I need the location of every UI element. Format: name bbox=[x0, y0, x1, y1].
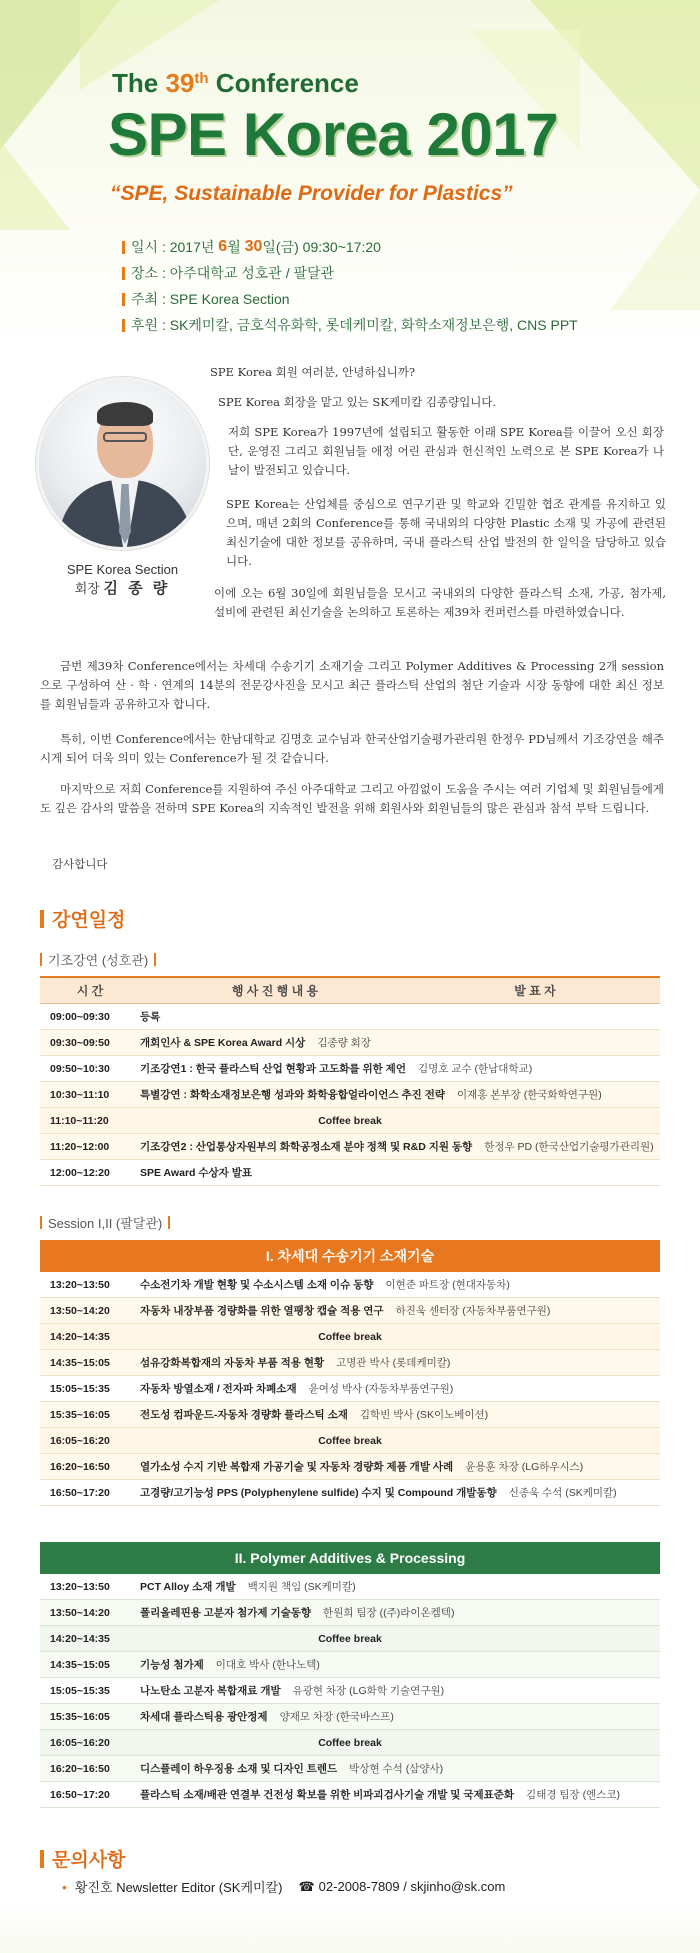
date-month-num: 6 bbox=[218, 238, 228, 255]
main-title: SPE Korea 2017 bbox=[108, 101, 558, 168]
pipe-divider bbox=[40, 1216, 42, 1229]
row-time: 13:50~14:20 bbox=[50, 1304, 110, 1317]
keynote-subtitle bbox=[40, 950, 162, 969]
letter-paragraph: 마지막으로 저희 Conference를 지원하여 주신 아주대학교 그리고 아낌없이 도움을 주시는 여러 기업체 및 회원님들에게도 깊은 감사의 말씀을 전하며 SPE Korea의 지속적인 발전을 위해 회원사와 회원님들의 많은 관심과 참석 부탁 드립니다. bbox=[40, 782, 664, 815]
row-speaker: 하진욱 센터장 (자동차부품연구원) bbox=[395, 1305, 551, 1317]
row-event: 차세대 플라스틱용 광안정제 bbox=[140, 1711, 268, 1723]
pipe-divider bbox=[168, 1216, 170, 1229]
row-time: 16:05~16:20 bbox=[50, 1736, 110, 1749]
contact-person: 황진호 Newsletter Editor (SK케미칼) bbox=[74, 1880, 283, 1895]
row-event: 고경량/고기능성 PPS (Polyphenylene sulfide) 수지 및 Compound 개발동향 bbox=[140, 1487, 497, 1499]
row-time: 09:50~10:30 bbox=[50, 1062, 110, 1075]
row-time: 14:20~14:35 bbox=[50, 1330, 110, 1343]
col-event-header: 행 사 진 행 내 용 bbox=[231, 984, 319, 998]
row-speaker: 박상현 수석 (삼양사) bbox=[349, 1763, 444, 1775]
row-event: 자동차 내장부품 경량화를 위한 열팽창 캡슐 적용 연구 bbox=[140, 1305, 384, 1317]
president-photo bbox=[36, 377, 209, 550]
letter-paragraph: 이에 오는 6월 30일에 회원님들을 모시고 국내외의 다양한 플라스틱 소재, 가공, 첨가제, 설비에 관련된 최신기술을 논의하고 토론하는 제39차 컨퍼런스를 마련하였습니다. bbox=[214, 586, 666, 619]
table-row bbox=[40, 1704, 660, 1730]
info-venue bbox=[122, 260, 578, 286]
slogan: “SPE, Sustainable Provider for Plastics” bbox=[110, 182, 513, 205]
photo-caption bbox=[36, 560, 209, 598]
greeting-letter bbox=[0, 355, 700, 885]
bullet-bar bbox=[122, 267, 125, 280]
row-speaker: 윤용훈 차장 (LG하우시스) bbox=[465, 1461, 584, 1473]
row-event: 플라스틱 소재/배관 연결부 건전성 확보를 위한 비파괴검사기술 개발 및 국제표준화 bbox=[140, 1789, 515, 1801]
table-row bbox=[40, 1652, 660, 1678]
table-row bbox=[40, 1756, 660, 1782]
row-event: 섬유강화복합재의 자동차 부품 적용 현황 bbox=[140, 1357, 325, 1369]
table-row bbox=[40, 1298, 660, 1324]
row-speaker: 양재모 차장 (한국바스프) bbox=[279, 1711, 394, 1723]
row-speaker: 한정우 PD (한국산업기술평가관리원) bbox=[484, 1141, 654, 1153]
table-row bbox=[40, 1056, 660, 1082]
table-row bbox=[40, 1376, 660, 1402]
row-event: 전도성 컴파운드-자동차 경량화 플라스틱 소재 bbox=[140, 1409, 348, 1421]
keynote-rows bbox=[40, 1004, 660, 1186]
letter-paragraph: SPE Korea는 산업체를 중심으로 연구기관 및 학교와 긴밀한 협조 관계를 유지하고 있으며, 매년 2회의 Conference를 통해 국내외의 다양한 Plastic 소재 및 가공에 관련된 최신기술에 대한 정보를 공유하며, 국내 플라스틱 산업 발전의 한 일익을 담당하고 있습니다. bbox=[226, 497, 666, 568]
venue-text: 장소 : 아주대학교 성호관 / 팔달관 bbox=[131, 265, 335, 281]
session1-header: I. 차세대 수송기기 소재기술 bbox=[40, 1240, 660, 1272]
session1-rows bbox=[40, 1272, 660, 1506]
caption-name: 김 종 량 bbox=[103, 580, 171, 597]
table-row bbox=[40, 1160, 660, 1186]
row-time: 16:50~17:20 bbox=[50, 1486, 110, 1499]
keynote-subtitle-text: 기조강연 (성호관) bbox=[48, 953, 149, 968]
conference-word: Conference bbox=[215, 68, 359, 98]
keynote-table bbox=[40, 976, 660, 1186]
row-event: 디스플레이 하우징용 소재 및 디자인 트렌드 bbox=[140, 1763, 338, 1775]
row-time: 13:20~13:50 bbox=[50, 1278, 110, 1291]
event-info bbox=[122, 234, 578, 338]
letter-paragraph: 금번 제39차 Conference에서는 차세대 수송기기 소재기술 그리고 Polymer Additives & Processing 2개 session으로 구성하여 산 · 학 · 연계의 14분의 전문강사진을 모시고 최근 플라스틱 산업의 첨단 기술과 시장 동향에 대한 최신 정보를 회원님들과 공유하고자 합니다. bbox=[40, 659, 664, 711]
row-event: 나노탄소 고분자 복합재료 개발 bbox=[140, 1685, 281, 1697]
table-row bbox=[40, 1600, 660, 1626]
session-subtitle bbox=[40, 1213, 176, 1232]
contact-title bbox=[40, 1845, 125, 1872]
col-speaker-header: 발 표 자 bbox=[514, 984, 556, 998]
table-row bbox=[40, 1108, 660, 1134]
row-time: 14:35~15:05 bbox=[50, 1658, 110, 1671]
table-row bbox=[40, 1678, 660, 1704]
row-time: 16:05~16:20 bbox=[50, 1434, 110, 1447]
coffee-break: Coffee break bbox=[318, 1632, 382, 1645]
table-row bbox=[40, 1402, 660, 1428]
decor-triangle bbox=[0, 140, 70, 230]
table-header bbox=[40, 976, 660, 1004]
info-sponsor bbox=[122, 312, 578, 338]
row-time: 15:05~15:35 bbox=[50, 1382, 110, 1395]
contact-title-text: 문의사항 bbox=[52, 1850, 126, 1871]
date-month-unit: 월 bbox=[227, 239, 241, 255]
row-time: 13:20~13:50 bbox=[50, 1580, 110, 1593]
coffee-break: Coffee break bbox=[318, 1114, 382, 1127]
table-row bbox=[40, 1004, 660, 1030]
session1-table bbox=[40, 1240, 660, 1506]
row-time: 12:00~12:20 bbox=[50, 1166, 110, 1179]
table-row bbox=[40, 1428, 660, 1454]
row-event: SPE Award 수상자 발표 bbox=[140, 1167, 252, 1179]
table-row bbox=[40, 1480, 660, 1506]
host-text: 주최 : SPE Korea Section bbox=[131, 291, 290, 307]
row-speaker: 김학빈 박사 (SK이노베이션) bbox=[359, 1409, 489, 1421]
row-event: 기능성 첨가제 bbox=[140, 1659, 204, 1671]
row-time: 13:50~14:20 bbox=[50, 1606, 110, 1619]
row-time: 11:10~11:20 bbox=[50, 1114, 109, 1127]
letter-paragraph: 저희 SPE Korea가 1997년에 설립되고 활동한 이래 SPE Korea를 이끌어 오신 회장단, 운영진 그리고 회원님들 애정 어린 관심과 헌신적인 노력으로 본 SPE Korea가 나날이 발전되고 있습니다. bbox=[228, 425, 664, 477]
contact-line bbox=[62, 1877, 505, 1896]
letter-paragraph: 특히, 이번 Conference에서는 한남대학교 김명호 교수님과 한국산업기술평가관리원 한정우 PD님께서 기조강연을 해주시게 되어 더욱 의미 있는 Conference가 될 것 같습니다. bbox=[40, 732, 664, 765]
row-time: 16:50~17:20 bbox=[50, 1788, 110, 1801]
schedule-title bbox=[40, 905, 125, 932]
row-speaker: 윤여성 박사 (자동차부품연구원) bbox=[308, 1383, 454, 1395]
col-time-header: 시 간 bbox=[76, 984, 104, 998]
table-row bbox=[40, 1782, 660, 1808]
ordinal-suffix: th bbox=[194, 70, 209, 87]
info-host bbox=[122, 286, 578, 312]
caption-org: SPE Korea Section bbox=[66, 562, 179, 577]
row-event: 특별강연 : 화학소재정보은행 성과와 화학융합얼라이언스 추진 전략 bbox=[140, 1089, 446, 1101]
sponsor-text: 후원 : SK케미칼, 금호석유화학, 롯데케미칼, 화학소재정보은행, CNS PPT bbox=[131, 317, 578, 333]
contact-phone-email[interactable]: 02-2008-7809 / skjinho@sk.com bbox=[318, 1879, 506, 1894]
title-bar bbox=[40, 1850, 44, 1868]
decor-triangle bbox=[610, 190, 700, 310]
photo-glasses bbox=[103, 432, 147, 442]
row-speaker: 유광현 차장 (LG화학 기술연구원) bbox=[292, 1685, 445, 1697]
title-bar bbox=[40, 910, 44, 928]
row-event: 개회인사 & SPE Korea Award 시상 bbox=[140, 1037, 306, 1049]
header bbox=[0, 0, 700, 355]
row-speaker: 신종욱 수석 (SK케미칼) bbox=[508, 1487, 617, 1499]
row-time: 09:00~09:30 bbox=[50, 1010, 110, 1023]
session2-header: II. Polymer Additives & Processing bbox=[40, 1542, 660, 1574]
letter-paragraph: SPE Korea 회원 여러분, 안녕하십니까? bbox=[210, 365, 416, 379]
coffee-break: Coffee break bbox=[318, 1330, 382, 1343]
row-event: PCT Alloy 소재 개발 bbox=[140, 1581, 236, 1593]
session2-rows bbox=[40, 1574, 660, 1808]
date-year: 2017년 bbox=[169, 239, 215, 255]
conference-ordinal bbox=[112, 68, 359, 99]
date-label: 일시 : bbox=[131, 239, 166, 255]
bullet-bar bbox=[122, 293, 125, 306]
row-time: 11:20~12:00 bbox=[50, 1140, 110, 1153]
row-time: 14:20~14:35 bbox=[50, 1632, 110, 1645]
row-time: 15:05~15:35 bbox=[50, 1684, 110, 1697]
row-time: 10:30~11:10 bbox=[50, 1088, 110, 1101]
table-row bbox=[40, 1730, 660, 1756]
row-time: 16:20~16:50 bbox=[50, 1762, 110, 1775]
row-time: 14:35~15:05 bbox=[50, 1356, 110, 1369]
table-row bbox=[40, 1626, 660, 1652]
row-time: 09:30~09:50 bbox=[50, 1036, 110, 1049]
row-speaker: 이대호 박사 (한나노텍) bbox=[215, 1659, 320, 1671]
date-day-num: 30 bbox=[244, 238, 263, 255]
bullet-dot: • bbox=[62, 1878, 67, 1895]
row-time: 15:35~16:05 bbox=[50, 1710, 110, 1723]
info-date bbox=[122, 234, 578, 260]
row-speaker: 이재홍 본부장 (한국화학연구원) bbox=[457, 1089, 602, 1101]
date-rest: 일(금) 09:30~17:20 bbox=[262, 239, 381, 255]
letter-closing: 감사합니다 bbox=[52, 857, 108, 871]
table-row bbox=[40, 1574, 660, 1600]
pipe-divider bbox=[40, 953, 42, 966]
table-row bbox=[40, 1272, 660, 1298]
row-speaker: 고명관 박사 (롯데케미칼) bbox=[336, 1357, 451, 1369]
ordinal-number: 39 bbox=[165, 68, 195, 98]
row-event: 기조강연2 : 산업통상자원부의 화학공정소재 분야 정책 및 R&D 지원 동향 bbox=[140, 1141, 473, 1153]
row-speaker: 김명호 교수 (한남대학교) bbox=[417, 1063, 533, 1075]
row-time: 16:20~16:50 bbox=[50, 1460, 110, 1473]
row-time: 15:35~16:05 bbox=[50, 1408, 110, 1421]
coffee-break: Coffee break bbox=[318, 1736, 382, 1749]
letter-paragraph: SPE Korea 회장을 맡고 있는 SK케미칼 김종량입니다. bbox=[218, 395, 497, 409]
row-speaker: 백지원 책임 (SK케미칼) bbox=[247, 1581, 356, 1593]
photo-hair bbox=[97, 402, 153, 426]
table-row bbox=[40, 1324, 660, 1350]
row-event: 폴리올레핀용 고분자 첨가제 기술동향 bbox=[140, 1607, 312, 1619]
table-row bbox=[40, 1350, 660, 1376]
pre-title: The bbox=[112, 68, 159, 98]
row-event: 등록 bbox=[140, 1011, 161, 1023]
row-speaker: 김종량 회장 bbox=[317, 1037, 371, 1049]
pipe-divider bbox=[154, 953, 156, 966]
footer-decor bbox=[0, 1905, 700, 1953]
row-speaker: 김태경 팀장 (엔스코) bbox=[526, 1789, 621, 1801]
table-row bbox=[40, 1082, 660, 1108]
row-event: 자동차 방열소재 / 전자파 차폐소재 bbox=[140, 1383, 297, 1395]
row-event: 기조강연1 : 한국 플라스틱 산업 현황과 고도화를 위한 제언 bbox=[140, 1063, 406, 1075]
row-speaker: 한원희 팀장 ((주)라이온켐텍) bbox=[323, 1607, 455, 1619]
table-row bbox=[40, 1030, 660, 1056]
coffee-break: Coffee break bbox=[318, 1434, 382, 1447]
row-event: 열가소성 수지 기반 복합재 가공기술 및 자동차 경량화 제품 개발 사례 bbox=[140, 1461, 454, 1473]
table-row bbox=[40, 1454, 660, 1480]
caption-role: 회장 bbox=[74, 581, 100, 596]
session-subtitle-text: Session I,II (팔달관) bbox=[48, 1216, 163, 1231]
phone-icon: ☎ bbox=[298, 1878, 315, 1894]
bullet-bar bbox=[122, 241, 125, 254]
row-speaker: 이현준 파트장 (현대자동차) bbox=[385, 1279, 510, 1291]
bullet-bar bbox=[122, 319, 125, 332]
session2-table bbox=[40, 1542, 660, 1808]
table-row bbox=[40, 1134, 660, 1160]
row-event: 수소전기차 개발 현황 및 수소시스템 소재 이슈 동향 bbox=[140, 1279, 374, 1291]
schedule-title-text: 강연일정 bbox=[52, 910, 126, 931]
